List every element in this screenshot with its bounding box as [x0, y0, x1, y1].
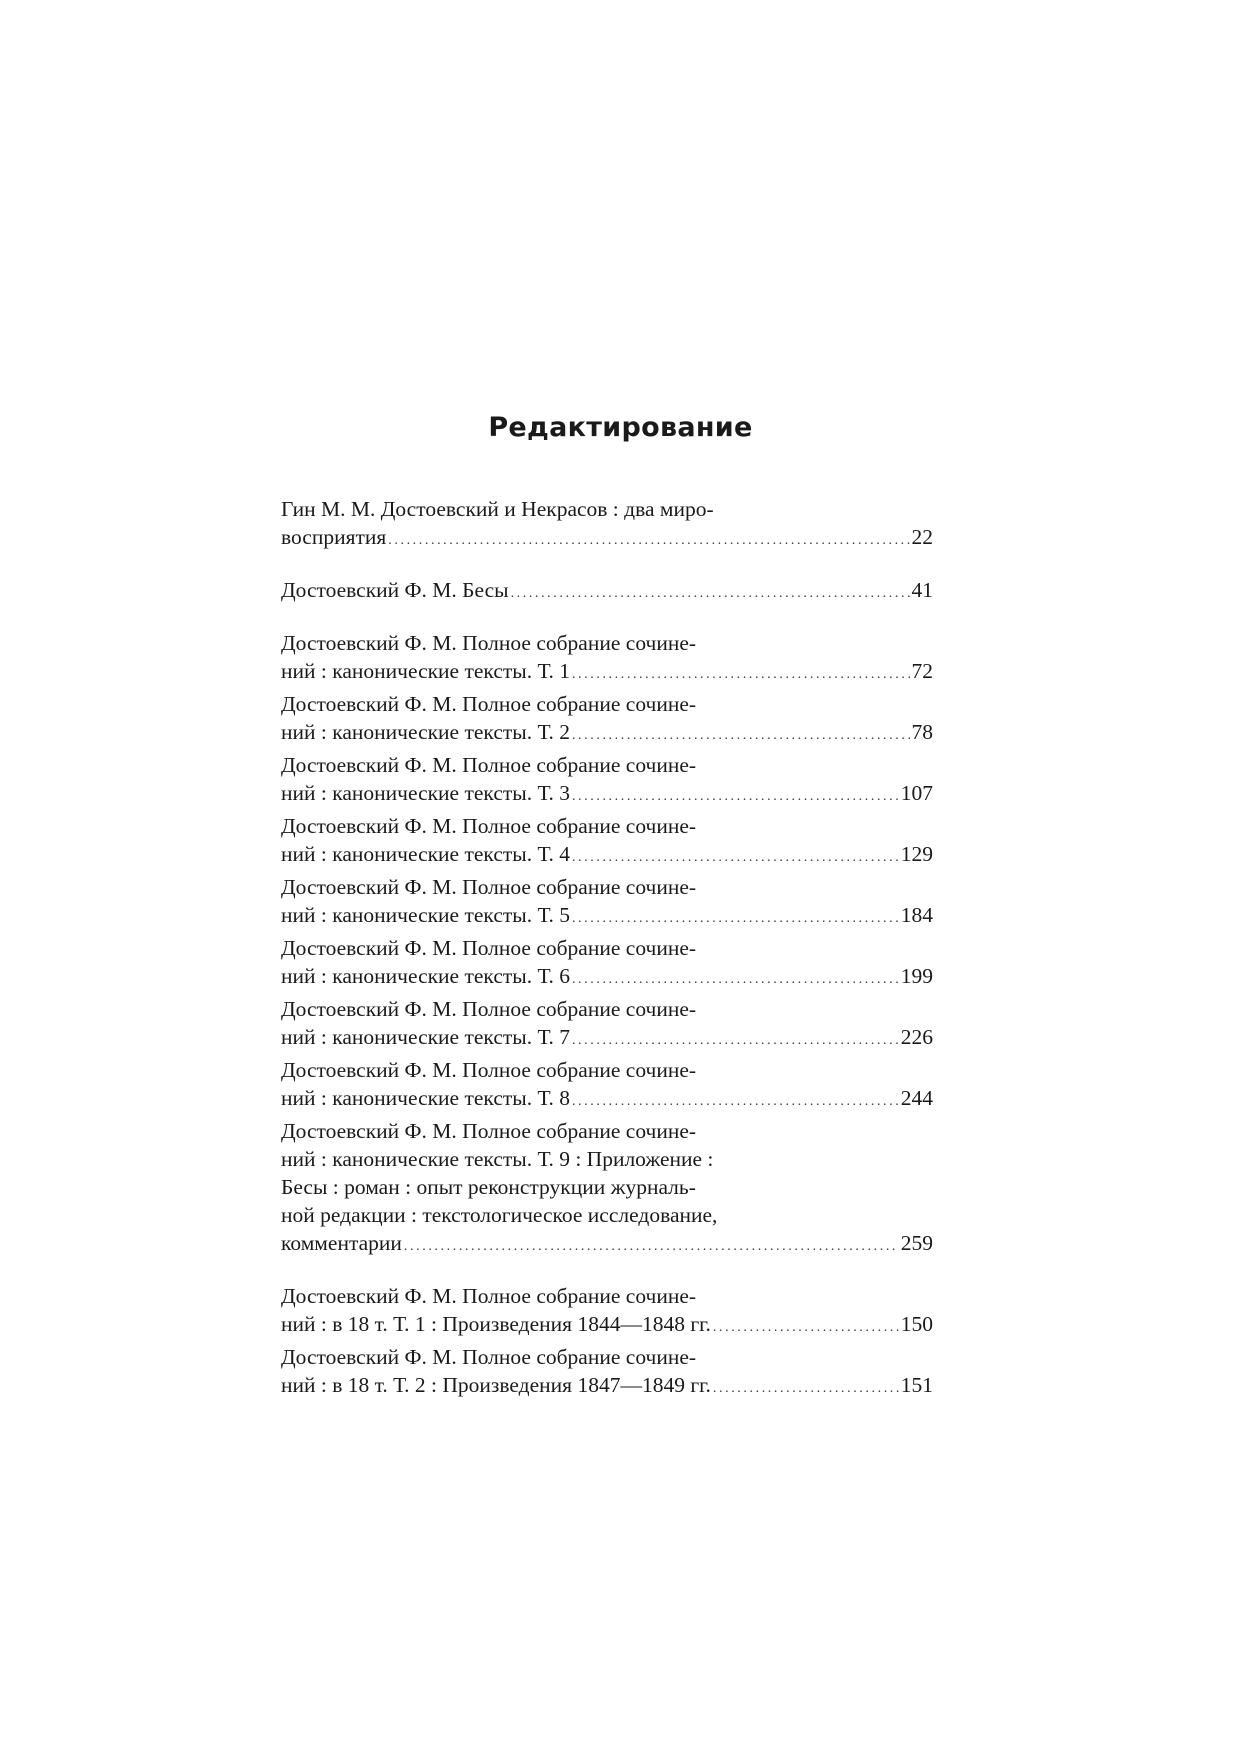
- dot-leader: [572, 1023, 899, 1051]
- page-number: 150: [900, 1312, 933, 1336]
- index-entry: [281, 1117, 933, 1257]
- entry-line: Достоевский Ф. М. Полное собрание сочине-: [281, 875, 697, 899]
- dot-leader: [511, 576, 910, 604]
- page-number: 41: [911, 578, 933, 602]
- page-number: 107: [900, 781, 933, 805]
- entry-line: Достоевский Ф. М. Полное собрание сочине-: [281, 1345, 697, 1369]
- index-entry: [281, 576, 933, 604]
- entry-line: комментарии: [281, 1231, 402, 1255]
- entry-line: ний : канонические тексты. Т. 3: [281, 781, 570, 805]
- index-entry: [281, 495, 933, 551]
- dot-leader: [572, 840, 899, 868]
- index-entry: [281, 1056, 933, 1112]
- entry-line: ний : канонические тексты. Т. 2: [281, 720, 570, 744]
- dot-leader: [404, 1229, 899, 1257]
- index-entry: [281, 751, 933, 807]
- entry-line: ний : канонические тексты. Т. 9 : Приложение :: [281, 1147, 714, 1171]
- page-number: 129: [900, 842, 933, 866]
- page-number: 226: [900, 1025, 933, 1049]
- entry-line: Достоевский Ф. М. Полное собрание сочине-: [281, 1119, 697, 1143]
- dot-leader: [713, 1310, 899, 1338]
- entry-line: ний : канонические тексты. Т. 5: [281, 903, 570, 927]
- index-entry: [281, 873, 933, 929]
- dot-leader: [572, 779, 899, 807]
- index-list: [281, 495, 933, 1399]
- dot-leader: [713, 1371, 899, 1399]
- entry-line: ной редакции : текстологическое исследование,: [281, 1203, 718, 1227]
- index-entry: [281, 690, 933, 746]
- dot-leader: [572, 1084, 899, 1112]
- entry-line: Достоевский Ф. М. Полное собрание сочине-: [281, 814, 697, 838]
- page-title: Редактирование: [488, 412, 753, 443]
- dot-leader: [572, 718, 910, 746]
- page-number: 184: [900, 903, 933, 927]
- page-number: 22: [911, 525, 933, 549]
- index-entry: [281, 1282, 933, 1338]
- index-entry: [281, 995, 933, 1051]
- entry-line: Достоевский Ф. М. Полное собрание сочине-: [281, 1284, 697, 1308]
- page-number: 244: [900, 1086, 933, 1110]
- entry-line: восприятия: [281, 525, 387, 549]
- entry-line: ний : канонические тексты. Т. 8: [281, 1086, 570, 1110]
- entry-line: Достоевский Ф. М. Полное собрание сочине-: [281, 692, 697, 716]
- index-entry: [281, 812, 933, 868]
- page-number: 72: [911, 659, 933, 683]
- entry-line: ний : канонические тексты. Т. 7: [281, 1025, 570, 1049]
- entry-line: ний : канонические тексты. Т. 1: [281, 659, 570, 683]
- entry-line: Бесы : роман : опыт реконструкции журналь-: [281, 1175, 696, 1199]
- entry-line: Достоевский Ф. М. Бесы: [281, 578, 509, 602]
- dot-leader: [572, 657, 910, 685]
- index-entry: [281, 1343, 933, 1399]
- entry-line: ний : канонические тексты. Т. 4: [281, 842, 570, 866]
- page-number: 78: [911, 720, 933, 744]
- entry-line: Достоевский Ф. М. Полное собрание сочине-: [281, 631, 697, 655]
- entry-line: Достоевский Ф. М. Полное собрание сочине-: [281, 936, 697, 960]
- dot-leader: [572, 962, 899, 990]
- page-number: 151: [900, 1373, 933, 1397]
- dot-leader: [572, 901, 899, 929]
- entry-line: ний : в 18 т. Т. 1 : Произведения 1844—1848 гг.: [281, 1312, 711, 1336]
- entry-line: Достоевский Ф. М. Полное собрание сочине-: [281, 1058, 697, 1082]
- index-entry: [281, 934, 933, 990]
- entry-line: ний : в 18 т. Т. 2 : Произведения 1847—1849 гг.: [281, 1373, 711, 1397]
- entry-line: Достоевский Ф. М. Полное собрание сочине-: [281, 753, 697, 777]
- index-entry: [281, 629, 933, 685]
- entry-line: Гин М. М. Достоевский и Некрасов : два миро-: [281, 497, 714, 521]
- page-number: 259: [900, 1231, 933, 1255]
- dot-leader: [388, 523, 909, 551]
- entry-line: ний : канонические тексты. Т. 6: [281, 964, 570, 988]
- page-number: 199: [900, 964, 933, 988]
- entry-line: Достоевский Ф. М. Полное собрание сочине-: [281, 997, 697, 1021]
